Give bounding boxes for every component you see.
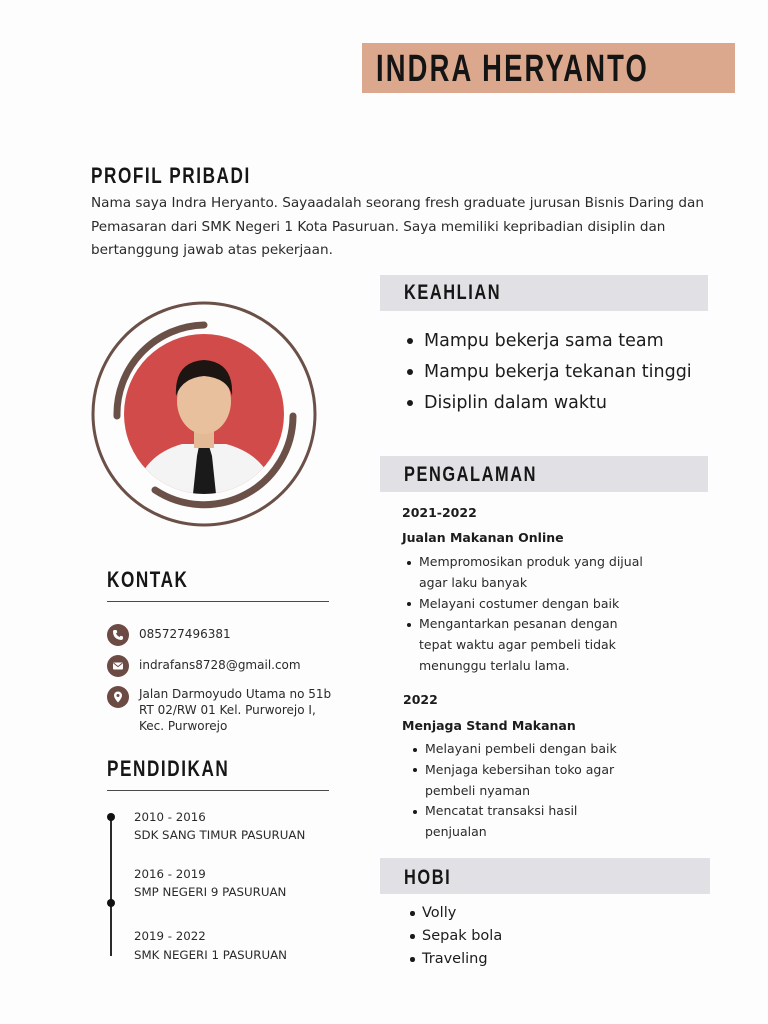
job-title: Menjaga Stand Makanan bbox=[402, 718, 576, 733]
duty-item: Mengantarkan pesanan dengan tepat waktu agar pembeli tidak menunggu terlalu lama. bbox=[403, 614, 643, 676]
profile-photo-frame bbox=[90, 298, 318, 530]
timeline-dot bbox=[107, 899, 115, 907]
profile-text: Nama saya Indra Heryanto. Sayaadalah seorang fresh graduate jurusan Bisnis Daring dan Pemasaran dari SMK Negeri 1 Kota Pasuruan. Saya memiliki kepribadian disiplin dan bertanggung jawab atas pekerjaan. bbox=[91, 195, 704, 258]
education-years: 2016 - 2019 bbox=[134, 867, 206, 881]
email-address: indrafans8728@gmail.com bbox=[139, 658, 301, 672]
hobby-item: Traveling bbox=[410, 948, 502, 971]
address-text bbox=[139, 686, 331, 734]
contact-heading: KONTAK bbox=[107, 567, 189, 592]
education-entry bbox=[134, 808, 305, 844]
experience-heading: PENGALAMAN bbox=[404, 463, 537, 486]
profile-heading: PROFIL PRIBADI bbox=[91, 163, 251, 188]
hobby-item: Sepak bola bbox=[410, 925, 502, 948]
location-pin-icon bbox=[107, 686, 129, 708]
hobby-item: Volly bbox=[410, 902, 502, 925]
job-duties bbox=[403, 552, 643, 677]
education-heading: PENDIDIKAN bbox=[107, 756, 230, 781]
address-line: Kec. Purworejo bbox=[139, 719, 228, 733]
duty-item: Menjaga kebersihan toko agar pembeli nyaman bbox=[409, 760, 639, 802]
duty-item: Melayani pembeli dengan baik bbox=[409, 739, 639, 760]
address-line: Jalan Darmoyudo Utama no 51b bbox=[139, 687, 332, 701]
envelope-icon bbox=[107, 655, 129, 677]
job-title: Jualan Makanan Online bbox=[402, 530, 564, 545]
hobbies-list bbox=[410, 902, 502, 971]
contact-divider bbox=[107, 601, 329, 602]
duty-item: Melayani costumer dengan baik bbox=[403, 594, 643, 615]
contact-phone bbox=[107, 624, 231, 646]
contact-email bbox=[107, 655, 301, 677]
education-years: 2019 - 2022 bbox=[134, 929, 206, 943]
duty-item: Mencatat transaksi hasil penjualan bbox=[409, 801, 639, 843]
skills-heading: KEAHLIAN bbox=[404, 281, 502, 304]
contact-address bbox=[107, 686, 331, 734]
education-entry bbox=[134, 927, 287, 964]
education-school: SDK SANG TIMUR PASURUAN bbox=[134, 828, 306, 842]
education-school: SMP NEGERI 9 PASURUAN bbox=[134, 885, 287, 899]
duty-item: Mempromosikan produk yang dijual agar laku banyak bbox=[403, 552, 643, 594]
skill-item: Mampu bekerja tekanan tinggi bbox=[406, 357, 696, 388]
job-period: 2022 bbox=[403, 692, 438, 707]
education-timeline bbox=[110, 816, 112, 956]
hobbies-heading: HOBI bbox=[404, 866, 452, 889]
skills-list bbox=[406, 326, 696, 419]
education-school: SMK NEGERI 1 PASURUAN bbox=[134, 948, 287, 962]
full-name: INDRA HERYANTO bbox=[376, 48, 649, 90]
education-years: 2010 - 2016 bbox=[134, 810, 206, 824]
job-duties bbox=[409, 739, 639, 843]
skill-item: Disiplin dalam waktu bbox=[406, 388, 696, 419]
phone-icon bbox=[107, 624, 129, 646]
job-period: 2021-2022 bbox=[402, 505, 477, 520]
address-line: RT 02/RW 01 Kel. Purworejo I, bbox=[139, 703, 316, 717]
phone-number: 085727496381 bbox=[139, 627, 231, 641]
education-entry bbox=[134, 865, 286, 901]
profile-photo bbox=[120, 328, 290, 502]
education-divider bbox=[107, 790, 329, 791]
timeline-dot bbox=[107, 813, 115, 821]
skill-item: Mampu bekerja sama team bbox=[406, 326, 696, 357]
